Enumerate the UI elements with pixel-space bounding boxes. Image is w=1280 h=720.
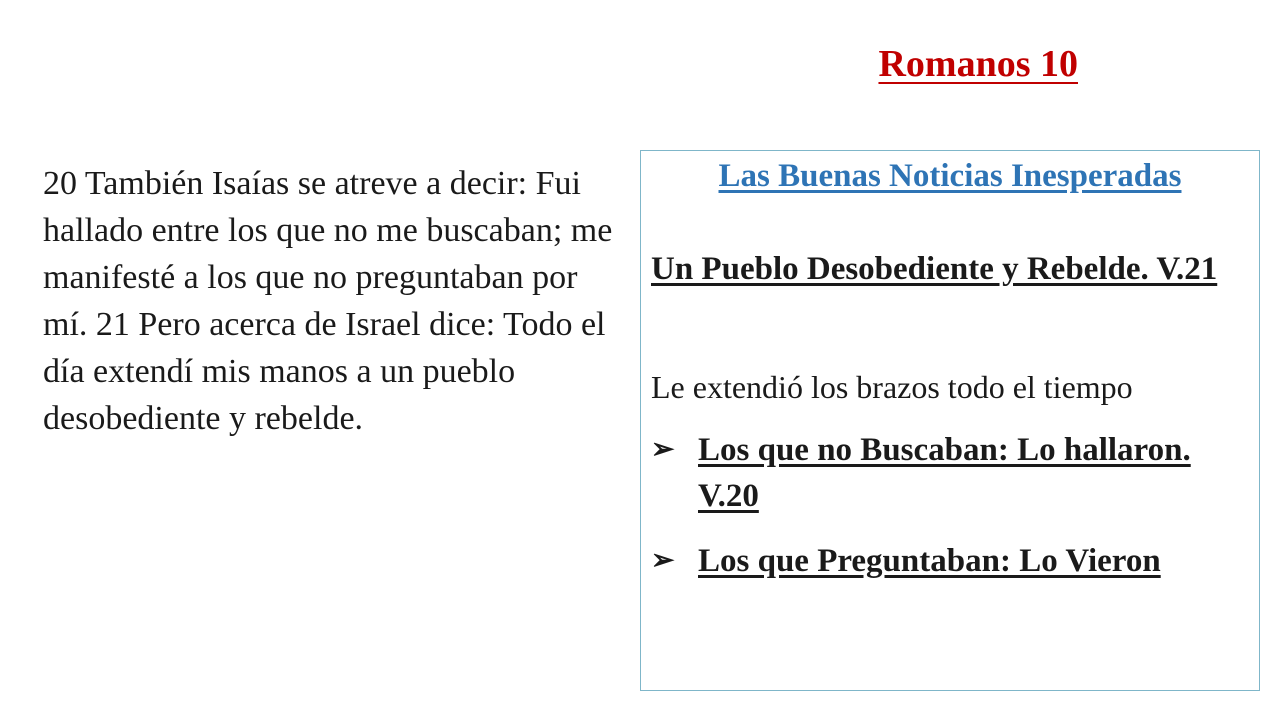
arrow-bullet-icon: ➢: [651, 545, 675, 576]
notes-box: [640, 150, 1260, 691]
slide-title: Romanos 10: [878, 43, 1078, 85]
box-statement: Le extendió los brazos todo el tiempo: [651, 369, 1133, 405]
bullet-item: [651, 427, 1241, 519]
verse-text: 20 También Isaías se atreve a decir: Fui hallado entre los que no me buscaban; me manifesté a los que no preguntaban por mí. 21 Pero acerca de Israel dice: Todo el día extendí mis manos a un pueblo desobediente y rebelde.: [43, 165, 613, 437]
bullet-text: Los que no Buscaban: Lo hallaron. V.20: [698, 432, 1191, 514]
box-subheading: Un Pueblo Desobediente y Rebelde. V.21: [651, 251, 1218, 287]
box-heading: Las Buenas Noticias Inesperadas: [718, 158, 1182, 194]
bullet-item: [651, 538, 1241, 584]
bullet-text: Los que Preguntaban: Lo Vieron: [698, 543, 1161, 579]
arrow-bullet-icon: ➢: [651, 434, 675, 465]
box-heading-container: [640, 158, 1260, 195]
